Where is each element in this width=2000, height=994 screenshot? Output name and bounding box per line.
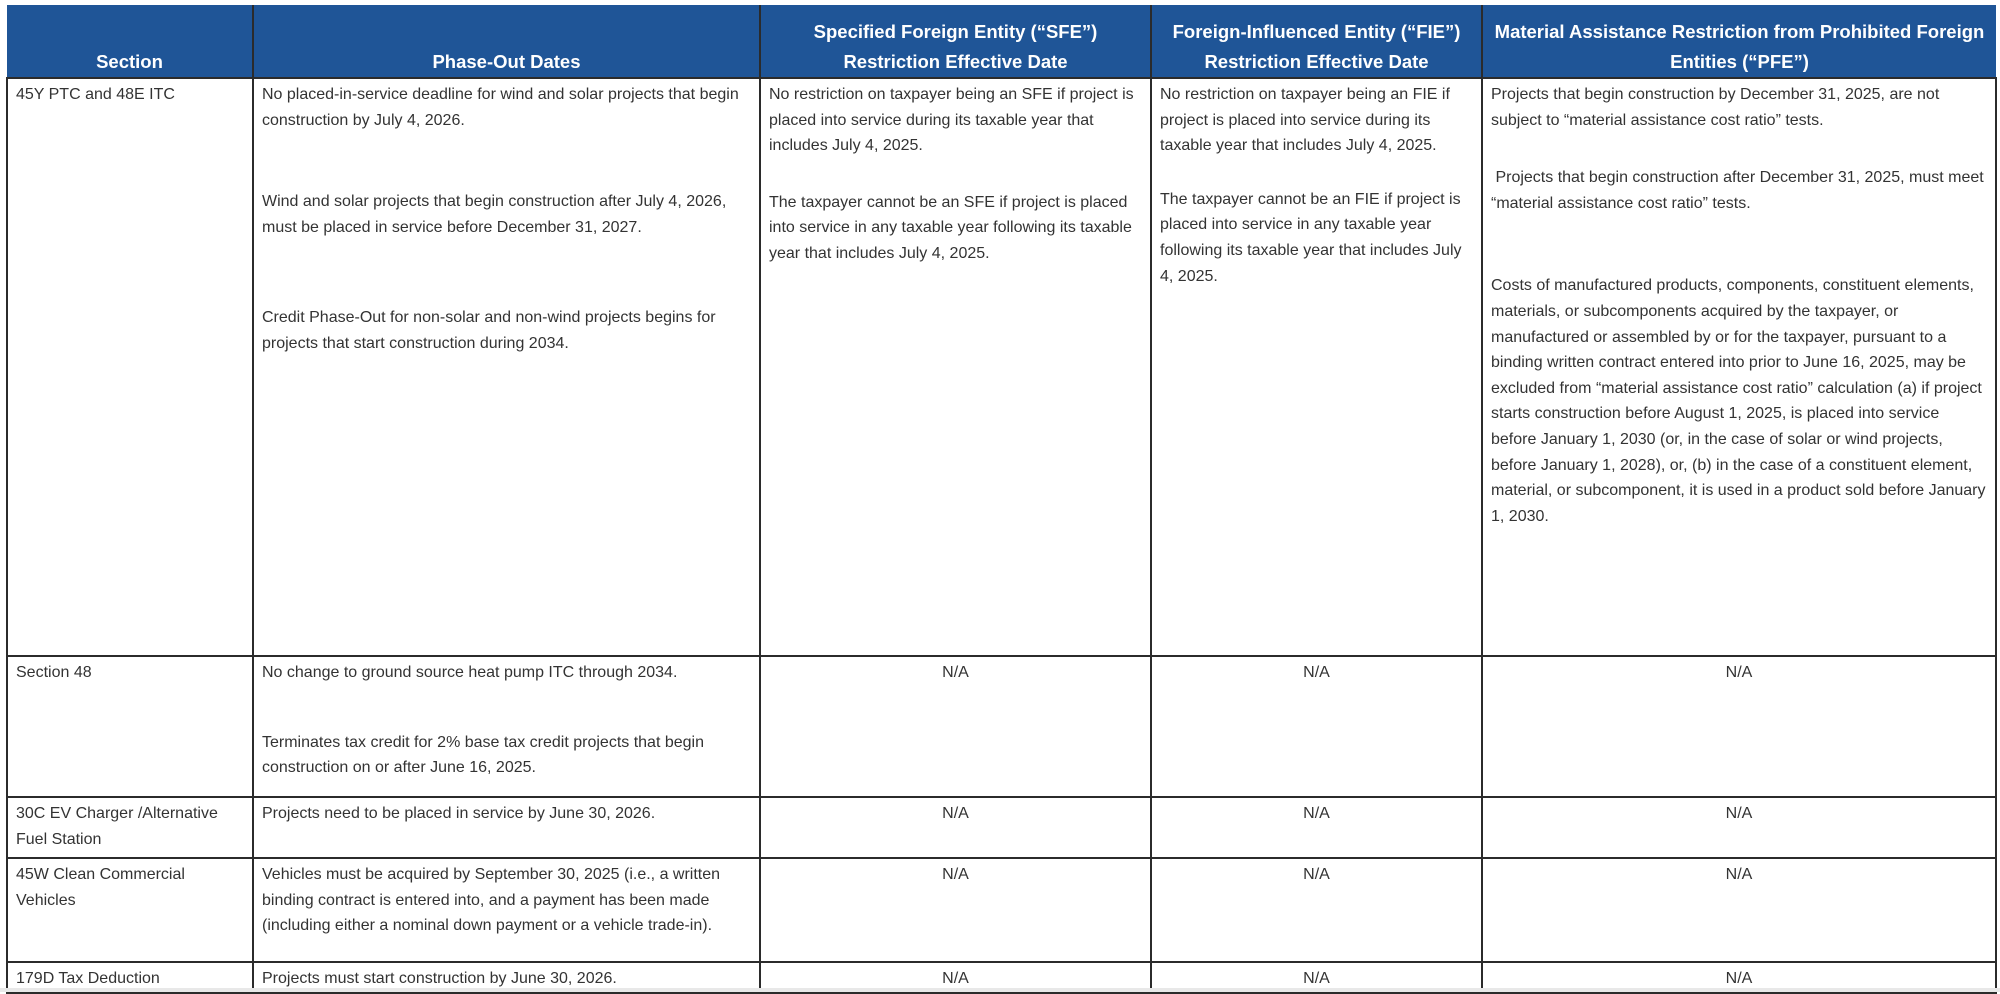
header-fie-restriction: Foreign-Influenced Entity (“FIE”) Restriction Effective Date — [1151, 5, 1482, 78]
cell-fie: N/A — [1151, 797, 1482, 858]
cell-sfe: N/A — [760, 962, 1151, 993]
fie-paragraph: No restriction on taxpayer being an FIE if project is placed into service during its taxable year that includes July 4, 2025. — [1160, 86, 1450, 155]
cell-pfe: N/A — [1482, 656, 1996, 797]
cell-sfe: N/A — [760, 858, 1151, 962]
pfe-paragraph: Costs of manufactured products, components, constituent elements, materials, or subcomponents acquired by the taxpayer, or manufactured or assembled by or for the taxpayer, pursuant to a binding written contract entered into prior to June 16, 2025, may be excluded from “material assistance cost ratio” calculation (a) if project starts construction before August 1, 2025, is placed into service before January 1, 2030 (or, in the case of solar or wind projects, before January 1, 2028), or, (b) in the case of a constituent element, material, or subcomponent, it is used in a product sold before January 1, 2030. — [1491, 277, 1986, 525]
cell-pfe: N/A — [1482, 858, 1996, 962]
cell-pfe — [1482, 78, 1996, 656]
cell-phase-out: Projects must start construction by June 30, 2026. — [253, 962, 760, 993]
header-sfe-restriction: Specified Foreign Entity (“SFE”) Restriction Effective Date — [760, 5, 1151, 78]
cell-phase-out — [253, 78, 760, 656]
section-name: Section 48 — [16, 664, 92, 681]
table-header — [7, 5, 1996, 78]
phase-out-paragraph: Wind and solar projects that begin construction after July 4, 2026, must be placed in service before December 31, 2027. — [262, 193, 727, 236]
section-name: 30C EV Charger /Alternative Fuel Station — [16, 805, 218, 848]
pfe-paragraph: Projects that begin construction by December 31, 2025, are not subject to “material assistance cost ratio” tests. — [1491, 86, 1940, 129]
phase-out-paragraph: No change to ground source heat pump ITC through 2034. — [262, 664, 678, 681]
sfe-paragraph: The taxpayer cannot be an SFE if project is placed into service in any taxable year following its taxable year that includes July 4, 2025. — [769, 193, 1132, 262]
header-section: Section — [7, 5, 253, 78]
table-body — [7, 78, 1996, 993]
cell-phase-out: Vehicles must be acquired by September 30, 2025 (i.e., a written binding contract is entered into, and a payment has been made (including either a nominal down payment or a vehicle trade-in). — [253, 858, 760, 962]
cell-sfe — [760, 78, 1151, 656]
cell-fie: N/A — [1151, 858, 1482, 962]
cell-section — [7, 858, 253, 962]
cell-fie — [1151, 78, 1482, 656]
cell-phase-out: Projects need to be placed in service by June 30, 2026. — [253, 797, 760, 858]
tax-credit-table — [6, 5, 1997, 994]
sfe-paragraph: No restriction on taxpayer being an SFE if project is placed into service during its taxable year that includes July 4, 2025. — [769, 86, 1134, 155]
table-row — [7, 78, 1996, 656]
phase-out-paragraph: Terminates tax credit for 2% base tax credit projects that begin construction on or after June 16, 2025. — [262, 733, 704, 777]
table-row — [7, 797, 1996, 858]
fie-paragraph: The taxpayer cannot be an FIE if project is placed into service in any taxable year following its taxable year that includes July 4, 2025. — [1160, 190, 1462, 285]
phase-out-paragraph: No placed-in-service deadline for wind and solar projects that begin construction by July 4, 2026. — [262, 86, 739, 129]
cell-pfe: N/A — [1482, 797, 1996, 858]
cell-fie: N/A — [1151, 962, 1482, 993]
section-name: 45W Clean Commercial Vehicles — [16, 866, 185, 909]
cell-sfe: N/A — [760, 656, 1151, 797]
cell-sfe: N/A — [760, 797, 1151, 858]
table-row — [7, 858, 1996, 962]
pfe-paragraph: Projects that begin construction after December 31, 2025, must meet “material assistance cost ratio” tests. — [1491, 169, 1989, 212]
cell-fie: N/A — [1151, 656, 1482, 797]
cell-pfe: N/A — [1482, 962, 1996, 993]
table-row — [7, 656, 1996, 797]
page-bottom-divider — [0, 988, 2000, 992]
section-name: 179D Tax Deduction — [16, 970, 160, 987]
header-pfe-material-assistance: Material Assistance Restriction from Prohibited Foreign Entities (“PFE”) — [1482, 5, 1996, 78]
cell-phase-out — [253, 656, 760, 797]
cell-section — [7, 797, 253, 858]
section-name: 45Y PTC and 48E ITC — [16, 86, 175, 103]
phase-out-paragraph: Credit Phase-Out for non-solar and non-wind projects begins for projects that start construction during 2034. — [262, 309, 716, 352]
header-row — [7, 5, 1996, 78]
cell-section — [7, 656, 253, 797]
cell-section — [7, 78, 253, 656]
header-phase-out-dates: Phase-Out Dates — [253, 5, 760, 78]
